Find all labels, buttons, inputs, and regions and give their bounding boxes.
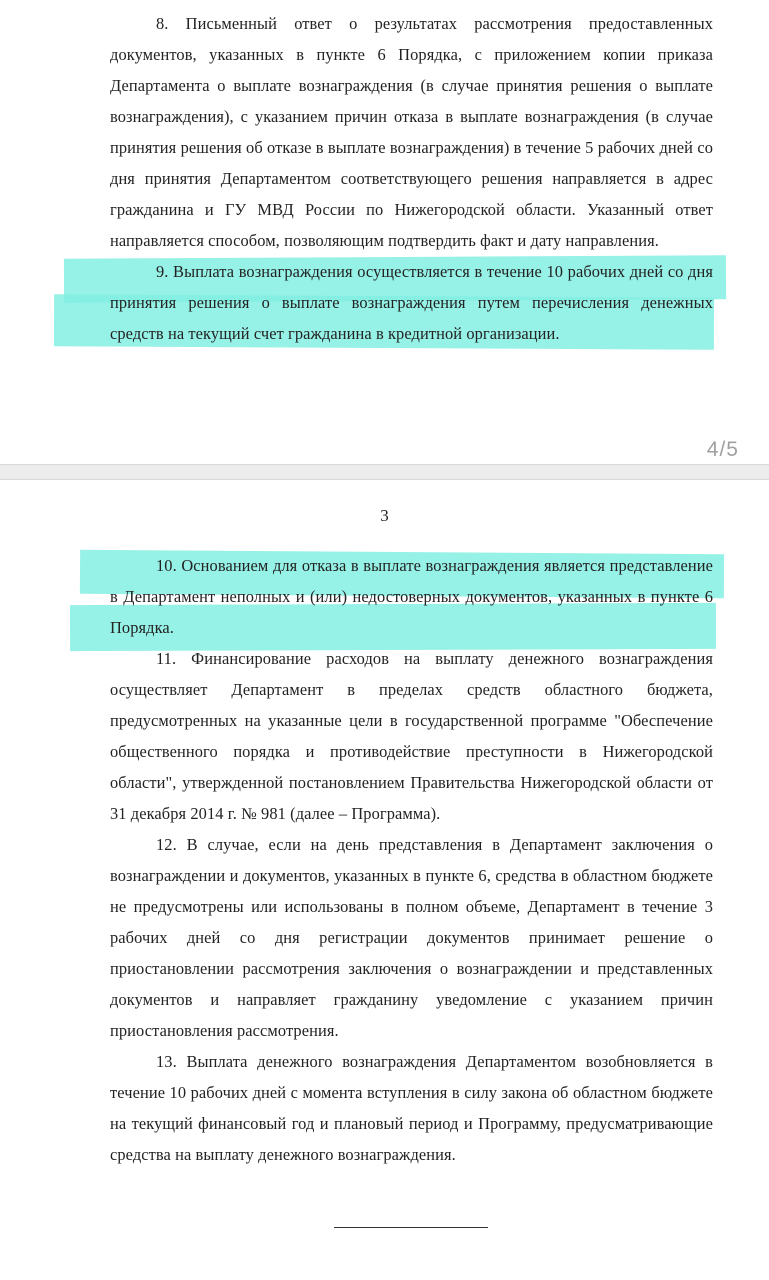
paragraph-11: 11. Финансирование расходов на выплату денежного вознаграждения осуществляет Департамент в пределах средств областного бюджета, предусмотренных на указанные цели в государственной программе "Обеспечение общественного порядка и противодействие преступности в Нижегородской области", утвержденной постановлением Правительства Нижегородской области от 31 декабря 2014 г. № 981 (далее – Программа). — [110, 649, 713, 823]
paragraph-9: 9. Выплата вознаграждения осуществляется в течение 10 рабочих дней со дня принятия решения о выплате вознаграждения путем перечисления денежных средств на текущий счет гражданина в кредитной организации. — [110, 256, 713, 349]
document-page-top — [0, 0, 769, 464]
paragraph-13: 13. Выплата денежного вознаграждения Департаментом возобновляется в течение 10 рабочих дней с момента вступления в силу закона об областном бюджете на текущий финансовый год и плановый период и Программу, предусматривающие средства на выплату денежного вознаграждения. — [110, 1052, 713, 1164]
page-bottom-text — [110, 550, 713, 1170]
paragraph-8: 8. Письменный ответ о результатах рассмотрения предоставленных документов, указанных в пункте 6 Порядка, с приложением копии приказа Департамента о выплате вознаграждения (в случае принятия решения о выплате вознаграждения), с указанием причин отказа в выплате вознаграждения (в случае принятия решения об отказе в выплате вознаграждения) в течение 5 рабочих дней со дня принятия Департаментом соответствующего решения направляется в адрес гражданина и ГУ МВД России по Нижегородской области. Указанный ответ направляется способом, позволяющим подтвердить факт и дату направления. — [110, 14, 713, 250]
page-divider — [0, 464, 769, 480]
paragraph-12: 12. В случае, если на день представления в Департамент заключения о вознаграждении и документов, указанных в пункте 6, средства в областном бюджете не предусмотрены или использованы в полном объеме, Департамент в течение 3 рабочих дней со дня регистрации документов принимает решение о приостановлении рассмотрения заключения о вознаграждении и представленных документов и направляет гражданину уведомление с указанием причин приостановления рассмотрения. — [110, 835, 713, 1040]
page-number: 3 — [380, 506, 389, 525]
page-top-text — [110, 8, 713, 349]
end-of-document-rule — [334, 1227, 488, 1228]
page-counter: 4/5 — [706, 438, 739, 461]
paragraph-10: 10. Основанием для отказа в выплате вознаграждения является представление в Департамент неполных и (или) недостоверных документов, указанных в пункте 6 Порядка. — [110, 550, 713, 643]
